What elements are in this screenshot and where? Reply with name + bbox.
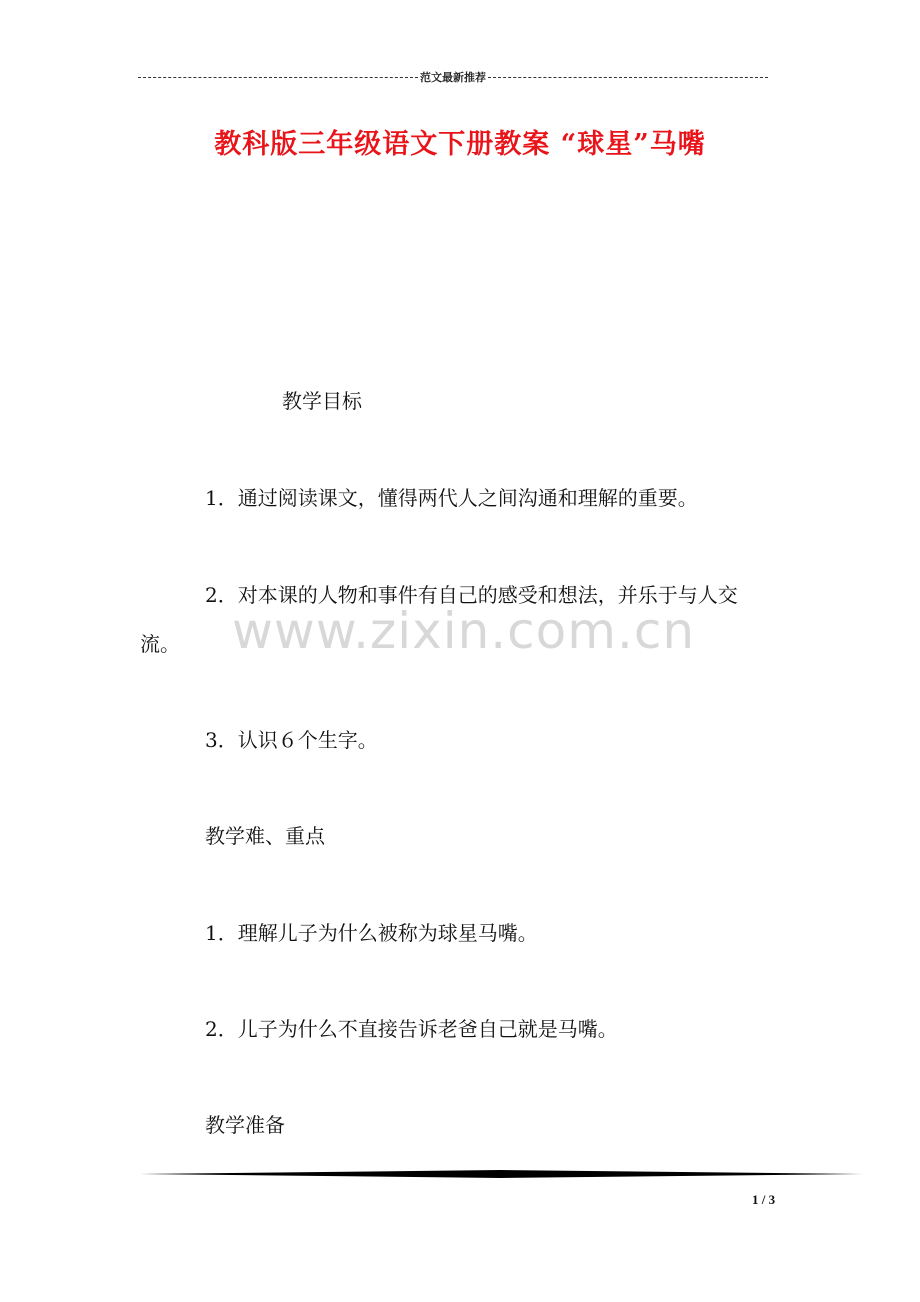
paragraph: 2．对本课的人物和事件有自己的感受和想法，并乐于与人交 (205, 583, 738, 607)
header-label: 范文最新推荐 (420, 71, 486, 84)
paragraph: 3．认识６个生字。 (205, 728, 378, 752)
section-heading-key-points: 教学难、重点 (205, 824, 325, 848)
document-title: 教科版三年级语文下册教案 “球星”马嘴 (214, 129, 706, 160)
paragraph: 2．儿子为什么不直接告诉老爸自己就是马嘴。 (205, 1017, 618, 1041)
watermark: www.zixin.com.cn (232, 602, 696, 660)
header-dash-right (488, 77, 768, 78)
paragraph: 1．理解儿子为什么被称为球星马嘴。 (205, 921, 538, 945)
header-dash-left (138, 77, 418, 78)
section-heading-preparation: 教学准备 (205, 1113, 285, 1137)
paragraph-continuation: 流。 (140, 632, 180, 656)
paragraph: 1．通过阅读课文，懂得两代人之间沟通和理解的重要。 (205, 486, 698, 510)
section-heading-objectives: 教学目标 (282, 389, 362, 413)
page-number: 1 / 3 (752, 1192, 776, 1207)
page-header (138, 68, 768, 86)
footer-rule (140, 1169, 862, 1179)
